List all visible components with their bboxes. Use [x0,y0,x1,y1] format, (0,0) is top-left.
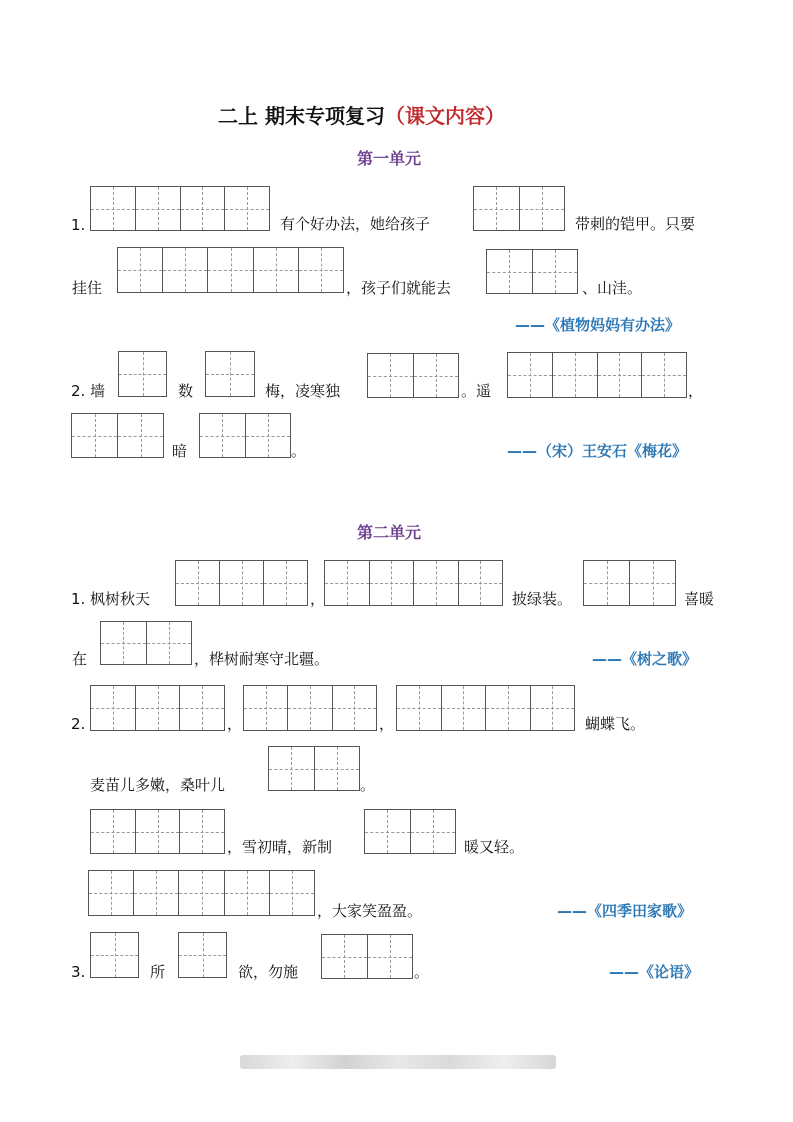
u2-q2-box-4[interactable] [268,746,360,791]
u1-q2-text-2: 数 [178,382,194,400]
u2-q2-text-8: ，大家笑盈盈。 [317,902,423,920]
u1-q1-box-4[interactable] [486,249,578,294]
u2-q3-box-2[interactable] [178,932,227,978]
u2-q2-text-5: 。 [360,776,376,794]
u2-q2-text-1: ， [227,715,243,733]
u2-q2-box-3[interactable] [396,685,575,731]
u2-q3-box-3[interactable] [321,934,413,979]
u2-q1-box-4[interactable] [100,621,192,665]
u1-q2-text-7: 。 [291,442,307,460]
u2-q2-number: 2. [71,715,86,733]
u2-q1-text-5: 在 [72,650,88,668]
u2-q1-text-6: ，桦树耐寒守北疆。 [194,650,330,668]
u1-q2-source: ——（宋）王安石《梅花》 [507,442,688,460]
u2-q1-source: ——《树之歌》 [592,650,698,668]
u2-q2-text-6: ，雪初晴，新制 [227,838,333,856]
u2-q1-text-1: 枫树秋天 [90,590,151,608]
u1-q1-text-5: 、山洼。 [582,279,643,297]
page-title [218,106,505,126]
u1-q1-box-2[interactable] [473,186,565,231]
u2-q3-number: 3. [71,963,86,981]
u2-q2-box-5[interactable] [90,809,225,854]
u1-q2-box-3[interactable] [367,353,459,398]
u1-q2-box-6[interactable] [199,413,291,458]
u2-q1-box-1[interactable] [175,560,308,606]
u2-q3-text-3: 。 [414,963,430,981]
u2-q1-box-3[interactable] [583,560,676,606]
u1-q2-box-2[interactable] [205,351,255,397]
u2-q2-text-3: 蝴蝶飞。 [585,715,646,733]
title-sub: （课文内容） [384,104,505,128]
u1-q2-box-4[interactable] [507,352,687,398]
u1-q2-text-6: 暗 [172,442,188,460]
u1-q2-text-4: 。遥 [461,382,492,400]
u1-q1-text-2: 带刺的铠甲。只要 [575,215,696,233]
footer-watermark [240,1055,556,1069]
u2-q1-text-3: 披绿装。 [512,590,573,608]
u2-q2-text-4: 麦苗儿多嫩，桑叶儿 [90,776,226,794]
u2-q3-text-2: 欲，勿施 [238,963,299,981]
u1-q2-number: 2. [71,382,86,400]
u2-q2-text-2: ， [379,715,395,733]
u2-q2-source: ——《四季田家歌》 [557,902,693,920]
u1-q2-box-5[interactable] [71,413,164,458]
u1-q1-text-4: ，孩子们就能去 [346,279,452,297]
title-main: 二上 期末专项复习 [218,104,385,128]
unit-2-heading: 第二单元 [357,523,422,542]
u1-q2-text-5: ， [688,382,704,400]
u1-q1-text-1: 有个好办法，她给孩子 [280,215,431,233]
u1-q1-text-3: 挂住 [72,279,103,297]
u1-q2-text-1: 墙 [90,382,106,400]
u1-q1-source: ——《植物妈妈有办法》 [515,316,681,334]
unit-1-heading: 第一单元 [357,149,422,168]
u2-q1-text-2: ， [310,590,326,608]
u1-q1-number: 1. [71,216,86,234]
u1-q1-box-3[interactable] [117,247,344,293]
u2-q1-text-4: 喜暖 [684,590,715,608]
u2-q2-box-6[interactable] [364,809,456,854]
u2-q3-source: ——《论语》 [609,963,700,981]
u1-q2-text-3: 梅，凌寒独 [265,382,341,400]
u2-q2-box-1[interactable] [90,685,225,731]
u1-q1-box-1[interactable] [90,186,270,231]
u2-q1-number: 1. [71,590,86,608]
u2-q3-box-1[interactable] [90,932,139,978]
u2-q2-text-7: 暖又轻。 [464,838,525,856]
u2-q1-box-2[interactable] [324,560,503,606]
u2-q2-box-2[interactable] [243,685,377,731]
u1-q2-box-1[interactable] [118,351,167,397]
u2-q3-text-1: 所 [150,963,166,981]
u2-q2-box-7[interactable] [88,870,315,916]
